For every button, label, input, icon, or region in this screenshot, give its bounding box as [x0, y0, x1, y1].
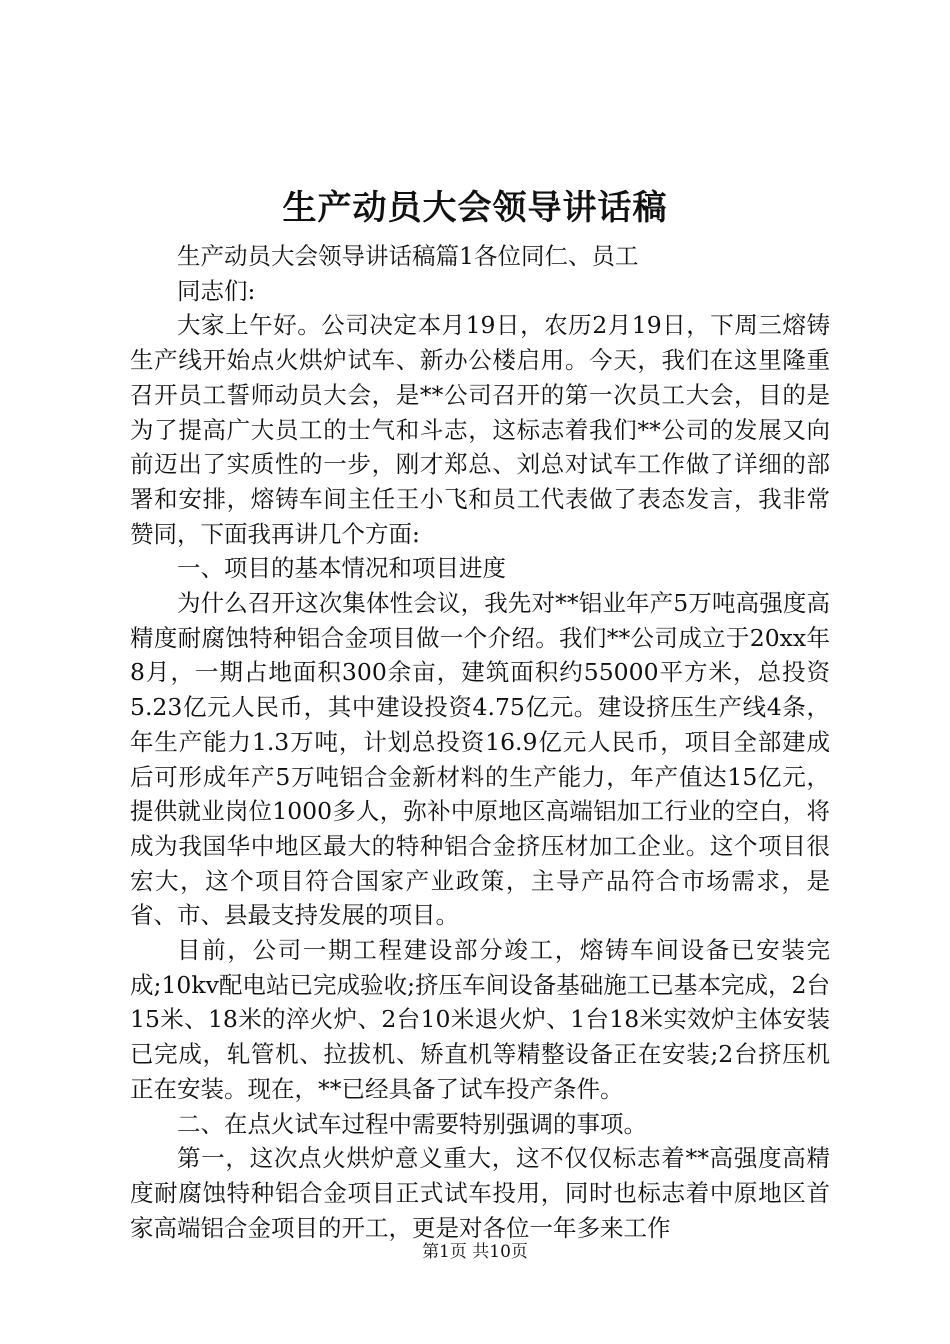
page-number-footer: 第1页 共10页 [422, 1242, 528, 1262]
document-title: 生产动员大会领导讲话稿 [282, 188, 668, 228]
document-body [130, 239, 830, 1245]
section-heading-2: 二、在点火试车过程中需要特别强调的事项。 [177, 1109, 647, 1138]
paragraph-heading-line: 生产动员大会领导讲话稿篇1各位同仁、员工 [177, 242, 639, 270]
paragraph-opening: 大家上午好。公司决定本月19日，农历2月19日，下周三熔铸生产线开始点火烘炉试车、新办公楼启用。今天，我们在这里隆重召开员工誓师动员大会，是**公司召开的第一次员工大会，目的是为了提高广大员工的士气和斗志，这标志着我们**公司的发展又向前迈出了实质性的一步，刚才郑总、刘总对试车工作做了详细的部署和安排，熔铸车间主任王小飞和员工代表做了表态发言，我非常赞同，下面我再讲几个方面: [130, 311, 830, 548]
paragraph-project-intro: 为什么召开这次集体性会议，我先对**铝业年产5万吨高强度高精度耐腐蚀特种铝合金项目做一个介绍。我们**公司成立于20xx年8月，一期占地面积300余亩，建筑面积约55000平方米，总投资5.23亿元人民币，其中建设投资4.75亿元。建设挤压生产线4条，年生产能力1.3万吨，计划总投资16.9亿元人民币，项目全部建成后可形成年产5万吨铝合金新材料的生产能力，年产值达15亿元，提供就业岗位1000多人，弥补中原地区高端铝加工行业的空白，将成为我国华中地区最大的特种铝合金挤压材加工企业。这个项目很宏大，这个项目符合国家产业政策，主导产品符合市场需求，是省、市、县最支持发展的项目。 [130, 589, 830, 930]
paragraph-progress: 目前，公司一期工程建设部分竣工，熔铸车间设备已安装完成;10kv配电站已完成验收;挤压车间设备基础施工已基本完成，2台15米、18米的淬火炉、2台10米退火炉、1台18米实效炉主体安装已完成，轧管机、拉拔机、矫直机等精整设备正在安装;2台挤压机正在安装。现在，**已经具备了试车投产条件。 [130, 936, 830, 1103]
paragraph-salutation: 同志们: [177, 276, 256, 305]
section-heading-1: 一、项目的基本情况和项目进度 [177, 554, 506, 583]
paragraph-first-point: 第一，这次点火烘炉意义重大，这不仅仅标志着**高强度高精度耐腐蚀特种铝合金项目正式试车投用，同时也标志着中原地区首家高端铝合金项目的开工，更是对各位一年多来工作 [130, 1144, 830, 1242]
